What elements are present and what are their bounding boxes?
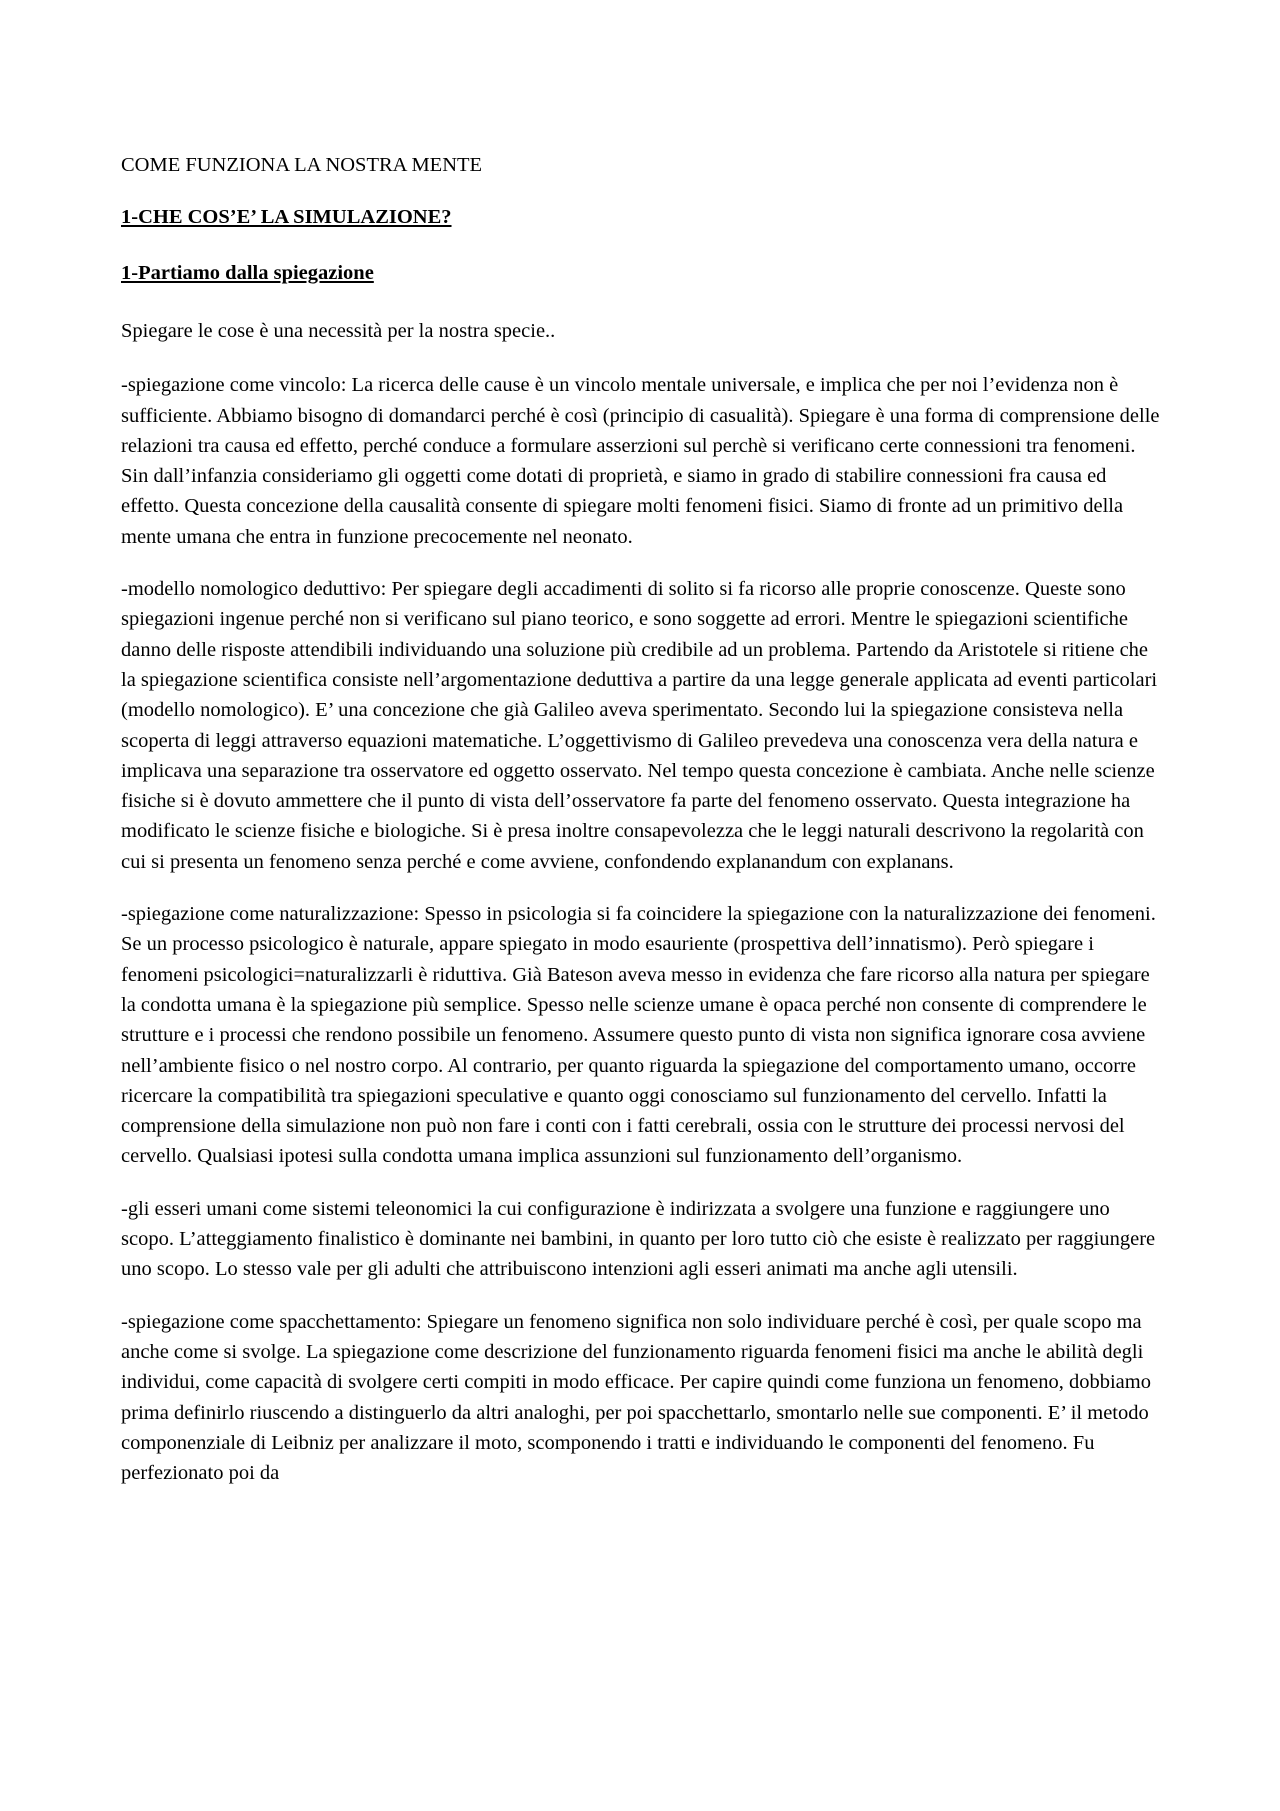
paragraph-spacchettamento: -spiegazione come spacchettamento: Spiegare un fenomeno significa non solo individuare perché è così, per quale scopo ma anche come si svolge. La spiegazione come descrizione del funzionamento riguarda fenomeni fisici ma anche le abilità degli individui, come capacità di svolgere certi compiti in modo efficace. Per capire quindi come funziona un fenomeno, dobbiamo prima definirlo riuscendo a distinguerlo da altri analoghi, per poi spacchettarlo, smontarlo nelle sue componenti. E’ il metodo componenziale di Leibniz per analizzare il moto, scomponendo i tratti e individuando le componenti del fenomeno. Fu perfezionato poi da <box>121 1310 1151 1485</box>
paragraph-modello-nomologico: -modello nomologico deduttivo: Per spiegare degli accadimenti di solito si fa ricorso alle proprie conoscenze. Queste sono spiegazioni ingenue perché non si verificano sul piano teorico, e sono soggette ad errori. Mentre le spiegazioni scientifiche danno delle risposte attendibili individuando una soluzione più credibile ad un problema. Partendo da Aristotele si ritiene che la spiegazione scientifica consiste nell’argomentazione deduttiva a partire da una legge generale applicata ad eventi particolari (modello nomologico). E’ una concezione che già Galileo aveva sperimentato. Secondo lui la spiegazione consisteva nella scoperta di leggi attraverso equazioni matematiche. L’oggettivismo di Galileo prevedeva una conoscenza vera della natura e implicava una separazione tra osservatore ed oggetto osservato. Nel tempo questa concezione è cambiata. Anche nelle scienze fisiche si è dovuto ammettere che il punto di vista dell’osservatore fa parte del fenomeno osservato. Questa integrazione ha modificato le scienze fisiche e biologiche. Si è presa inoltre consapevolezza che le leggi naturali descrivono la regolarità con cui si presenta un fenomeno senza perché e come avviene, confondendo explanandum con explanans. <box>121 578 1158 873</box>
paragraph-naturalizzazione: -spiegazione come naturalizzazione: Spesso in psicologia si fa coincidere la spiegazione con la naturalizzazione dei fenomeni. Se un processo psicologico è naturale, appare spiegato in modo esauriente (prospettiva dell’innatismo). Però spiegare i fenomeni psicologici=naturalizzarli è riduttiva. Già Bateson aveva messo in evidenza che fare ricorso alla natura per spiegare la condotta umana è la spiegazione più semplice. Spesso nelle scienze umane è opaca perché non consente di comprendere le strutture e i processi che rendono possibile un fenomeno. Assumere questo punto di vista non significa ignorare cosa avviene nell’ambiente fisico o nel nostro corpo. Al contrario, per quanto riguarda la spiegazione del comportamento umano, occorre ricercare la compatibilità tra spiegazioni speculative e quanto oggi conosciamo sul funzionamento del cervello. Infatti la comprensione della simulazione non può non fare i conti con i fatti cerebrali, ossia con le strutture dei processi nervosi del cervello. Qualsiasi ipotesi sulla condotta umana implica assunzioni sul funzionamento dell’organismo. <box>121 903 1156 1168</box>
paragraph-sistemi-teleonomici: -gli esseri umani come sistemi teleonomici la cui configurazione è indirizzata a svolgere una funzione e raggiungere uno scopo. L’atteggiamento finalistico è dominante nei bambini, in quanto per loro tutto ciò che esiste è realizzato per raggiungere uno scopo. Lo stesso vale per gli adulti che attribuiscono intenzioni agli esseri animati ma anche agli utensili. <box>121 1197 1156 1281</box>
document-page <box>121 150 1161 1510</box>
sub-heading: 1-Partiamo dalla spiegazione <box>121 262 374 284</box>
paragraph-vincolo: -spiegazione come vincolo: La ricerca delle cause è un vincolo mentale universale, e implica che per noi l’evidenza non è sufficiente. Abbiamo bisogno di domandarci perché è così (principio di casualità). Spiegare è una forma di comprensione delle relazioni tra causa ed effetto, perché conduce a formulare asserzioni sul perchè si verificano certe connessioni tra fenomeni. Sin dall’infanzia consideriamo gli oggetti come dotati di proprietà, e siamo in grado di stabilire connessioni fra causa ed effetto. Questa concezione della causalità consente di spiegare molti fenomeni fisici. Siamo di fronte ad un primitivo della mente umana che entra in funzione precocemente nel neonato. <box>121 374 1160 548</box>
paragraph-intro: Spiegare le cose è una necessità per la nostra specie.. <box>121 320 556 342</box>
section-heading: 1-CHE COS’E’ LA SIMULAZIONE? <box>121 206 452 228</box>
document-title: COME FUNZIONA LA NOSTRA MENTE <box>121 154 483 176</box>
